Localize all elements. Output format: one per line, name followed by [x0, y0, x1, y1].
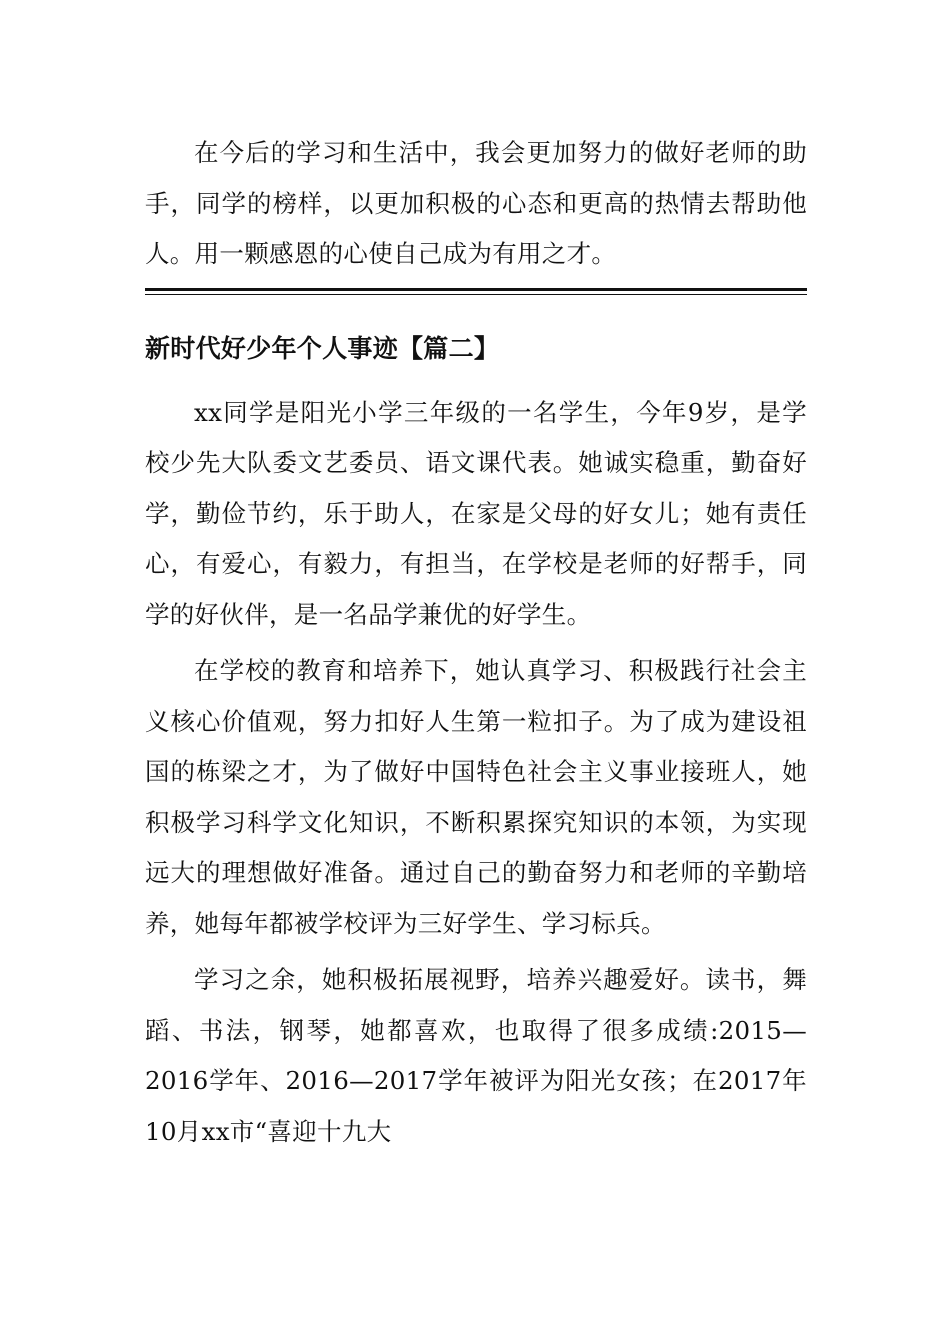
body-paragraph: 学习之余，她积极拓展视野，培养兴趣爱好。读书，舞蹈、书法，钢琴，她都喜欢，也取得了很多成绩:2015—2016学年、2016—2017学年被评为阳光女孩；在2017年10月xx市“喜迎十九大 [145, 965, 807, 1146]
section-heading: 新时代好少年个人事迹【篇二】 [145, 333, 500, 363]
body-paragraph: xx同学是阳光小学三年级的一名学生，今年9岁，是学校少先大队委文艺委员、语文课代表。她诚实稳重，勤奋好学，勤俭节约，乐于助人，在家是父母的好女儿；她有责任心，有爱心，有毅力，有担当，在学校是老师的好帮手，同学的好伙伴，是一名品学兼优的好学生。 [145, 397, 807, 629]
closing-paragraph: 在今后的学习和生活中，我会更加努力的做好老师的助手，同学的榜样，以更加积极的心态和更高的热情去帮助他人。用一颗感恩的心使自己成为有用之才。 [145, 138, 807, 268]
document-body [145, 128, 807, 1157]
body-paragraph: 在学校的教育和培养下，她认真学习、积极践行社会主义核心价值观，努力扣好人生第一粒扣子。为了成为建设祖国的栋梁之才，为了做好中国特色社会主义事业接班人，她积极学习科学文化知识，不断积累探究知识的本领，为实现远大的理想做好准备。通过自己的勤奋努力和老师的辛勤培养，她每年都被学校评为三好学生、学习标兵。 [145, 656, 807, 938]
section-body [145, 388, 807, 1158]
section-divider [145, 288, 807, 295]
